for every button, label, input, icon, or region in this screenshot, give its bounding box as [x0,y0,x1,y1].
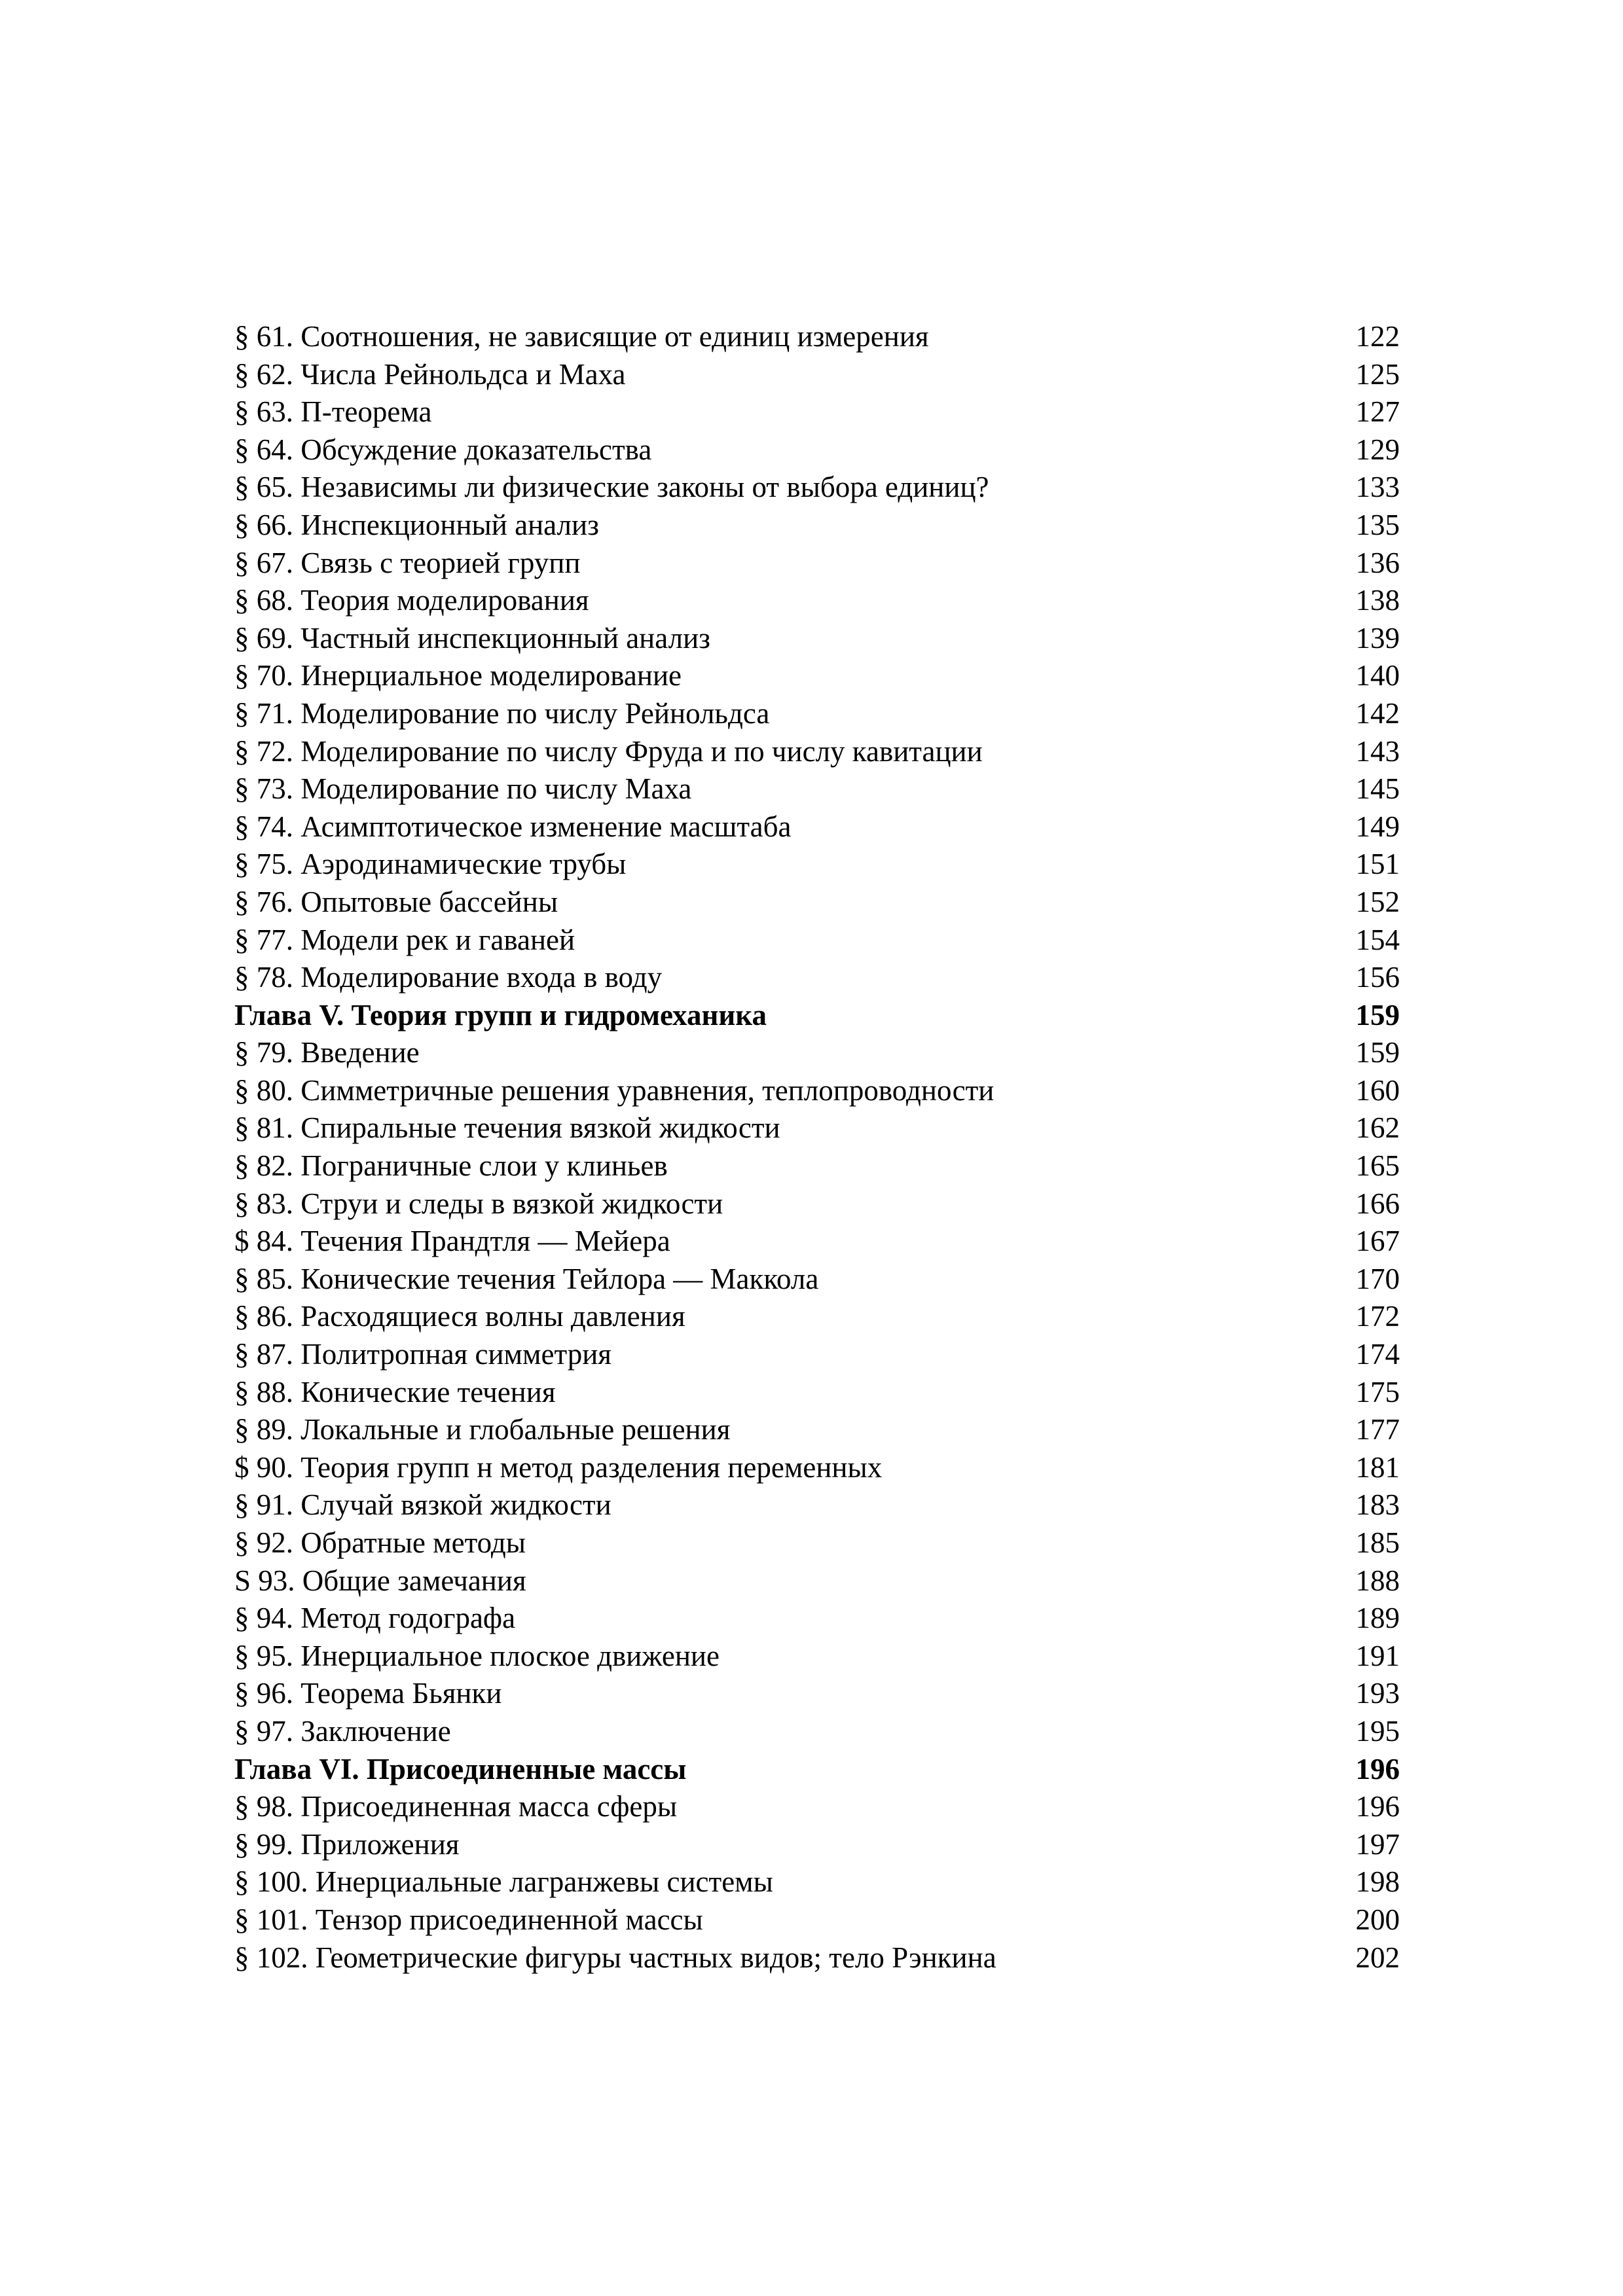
toc-entry [234,1562,1400,1600]
toc-entry-page-number: 195 [1355,1714,1400,1748]
toc-entry-page-number: 142 [1355,696,1400,730]
toc-entry-page-number: 151 [1355,848,1400,881]
toc-entry-title: § 67. Связь с теорией групп [234,546,581,579]
toc-entry-page-number: 202 [1355,1941,1400,1974]
toc-entry-title: § 69. Частный инспекционный анализ [234,621,710,655]
toc-entry [234,1788,1400,1826]
toc-entry-page-number: 143 [1355,734,1400,768]
toc-entry-title: § 68. Теория моделирования [234,584,589,617]
toc-chapter-heading [234,997,1400,1035]
toc-entry [234,1411,1400,1449]
toc-entry [234,469,1400,507]
toc-entry-title: § 79. Введение [234,1036,420,1069]
toc-entry [234,695,1400,733]
toc-entry-title: § 94. Метод годографа [234,1602,516,1635]
toc-entry [234,507,1400,545]
toc-entry-page-number: 138 [1355,584,1400,617]
toc-entry-title: § 89. Локальные и глобальные решения [234,1413,731,1446]
toc-entry [234,959,1400,997]
toc-chapter-heading [234,1751,1400,1789]
toc-entry [234,1109,1400,1147]
toc-entry [234,657,1400,695]
toc-entry-title: § 92. Обратные методы [234,1526,526,1559]
toc-entry-page-number: 160 [1355,1073,1400,1107]
toc-entry-page-number: 162 [1355,1111,1400,1145]
toc-entry [234,1147,1400,1185]
toc-entry-title: § 77. Модели рек и гаваней [234,923,575,956]
toc-entry-page-number: 198 [1355,1865,1400,1899]
toc-entry-title: § 86. Расходящиеся волны давления [234,1300,685,1333]
toc-entry-title: § 78. Моделирование входа в воду [234,961,663,994]
toc-entry [234,884,1400,922]
toc-entry-title: § 98. Присоединенная масса сферы [234,1790,678,1823]
toc-entry [234,1486,1400,1524]
toc-entry [234,1713,1400,1751]
toc-entry-title: § 101. Тензор присоединенной массы [234,1903,703,1936]
toc-entry [234,1261,1400,1299]
toc-entry-page-number: 139 [1355,621,1400,655]
toc-entry-title: $ 90. Теория групп н метод разделения переменных [234,1450,883,1484]
toc-entry [234,1072,1400,1110]
toc-entry [234,1901,1400,1939]
toc-entry-title: § 76. Опытовые бассейны [234,885,558,918]
toc-entry-title: $ 84. Течения Прандтля — Мейера [234,1225,670,1258]
toc-entry-title: § 72. Моделирование по числу Фруда и по числу кавитации [234,734,983,768]
toc-entry [234,620,1400,658]
toc-entry-page-number: 200 [1355,1903,1400,1936]
toc-entry-page-number: 183 [1355,1488,1400,1522]
toc-entry [234,1298,1400,1336]
toc-entry-title: § 64. Обсуждение доказательства [234,433,652,466]
toc-entry-page-number: 136 [1355,546,1400,579]
toc-entry [234,431,1400,469]
toc-entry-title: Глава VI. Присоединенные массы [234,1752,687,1785]
toc-entry-title: § 100. Инерциальные лагранжевы системы [234,1865,773,1899]
toc-entry-title: § 80. Симметричные решения уравнения, теплопроводности [234,1073,994,1107]
toc-entry [234,356,1400,394]
toc-entry-page-number: 172 [1355,1300,1400,1333]
toc-entry-title: S 93. Общие замечания [234,1564,526,1597]
toc-entry-title: § 66. Инспекционный анализ [234,508,599,541]
toc-entry-page-number: 159 [1355,1036,1400,1069]
toc-entry [234,545,1400,583]
toc-entry-page-number: 167 [1355,1225,1400,1258]
toc-entry-title: § 75. Аэродинамические трубы [234,848,627,881]
toc-entry [234,770,1400,808]
toc-entry [234,1223,1400,1261]
toc-entry-title: § 87. Политропная симметрия [234,1338,611,1371]
toc-entry [234,1449,1400,1487]
toc-entry [234,733,1400,771]
toc-entry-page-number: 196 [1355,1790,1400,1823]
toc-entry-page-number: 140 [1355,659,1400,692]
toc-entry-page-number: 152 [1355,885,1400,918]
toc-entry-title: § 95. Инерциальное плоское движение [234,1639,720,1672]
toc-entry [234,1863,1400,1901]
toc-entry [234,1185,1400,1223]
toc-entry-title: § 71. Моделирование по числу Рейнольдса [234,696,770,730]
toc-entry-page-number: 127 [1355,395,1400,429]
toc-entry [234,1638,1400,1676]
toc-entry-title: § 83. Струи и следы в вязкой жидкости [234,1187,723,1220]
toc-entry-page-number: 145 [1355,772,1400,806]
toc-entry-page-number: 165 [1355,1149,1400,1183]
toc-entry-page-number: 189 [1355,1602,1400,1635]
toc-entry-page-number: 185 [1355,1526,1400,1559]
toc-entry-title: § 82. Пограничные слои у клиньев [234,1149,668,1183]
toc-entry-title: § 85. Конические течения Тейлора — Маккола [234,1262,819,1295]
toc-entry-page-number: 122 [1355,320,1400,353]
toc-entry [234,318,1400,356]
toc-entry-page-number: 197 [1355,1827,1400,1861]
toc-entry-page-number: 196 [1355,1752,1400,1785]
toc-entry [234,846,1400,884]
toc-entry [234,1336,1400,1374]
toc-entry-title: § 74. Асимптотическое изменение масштаба [234,810,792,843]
toc-entry-page-number: 129 [1355,433,1400,466]
toc-entry-page-number: 170 [1355,1262,1400,1295]
toc-entry [234,808,1400,846]
toc-entry-page-number: 174 [1355,1338,1400,1371]
toc-entry-title: Глава V. Теория групп и гидромеханика [234,998,767,1031]
toc-entry-page-number: 191 [1355,1639,1400,1672]
toc-entry-page-number: 135 [1355,508,1400,541]
toc-entry-title: § 81. Спиральные течения вязкой жидкости [234,1111,780,1145]
toc-entry-title: § 73. Моделирование по числу Маха [234,772,692,806]
toc-entry-title: § 91. Случай вязкой жидкости [234,1488,611,1522]
toc-entry [234,922,1400,960]
toc-entry-title: § 88. Конические течения [234,1375,556,1408]
toc-entry-page-number: 149 [1355,810,1400,843]
toc-entry-page-number: 177 [1355,1413,1400,1446]
toc-entry [234,1675,1400,1713]
toc-entry-page-number: 175 [1355,1375,1400,1408]
toc-entry-page-number: 193 [1355,1677,1400,1710]
toc-entry-title: § 65. Независимы ли физические законы от выбора единиц? [234,471,989,504]
toc-entry-page-number: 125 [1355,357,1400,391]
toc-entry [234,1826,1400,1864]
toc-entry [234,1524,1400,1562]
toc-entry-title: § 61. Соотношения, не зависящие от единиц измерения [234,320,929,353]
toc-entry-title: § 70. Инерциальное моделирование [234,659,682,692]
toc-entry-page-number: 133 [1355,471,1400,504]
toc-entry-title: § 99. Приложения [234,1827,460,1861]
toc-entry-title: § 62. Числа Рейнольдса и Маха [234,357,626,391]
toc-entry [234,1374,1400,1412]
toc-entry-title: § 102. Геометрические фигуры частных видов; тело Рэнкина [234,1941,996,1974]
toc-entry-title: § 96. Теорема Бьянки [234,1677,502,1710]
toc-entry-page-number: 156 [1355,961,1400,994]
table-of-contents [234,318,1400,1977]
toc-entry [234,1939,1400,1977]
toc-entry-page-number: 181 [1355,1450,1400,1484]
toc-entry-page-number: 159 [1355,998,1400,1031]
toc-entry [234,1600,1400,1638]
toc-entry-title: § 97. Заключение [234,1714,451,1748]
toc-entry-page-number: 188 [1355,1564,1400,1597]
toc-entry-page-number: 166 [1355,1187,1400,1220]
toc-entry [234,1034,1400,1072]
toc-entry [234,393,1400,431]
toc-entry [234,582,1400,620]
toc-entry-title: § 63. П-теорема [234,395,432,429]
toc-entry-page-number: 154 [1355,923,1400,956]
